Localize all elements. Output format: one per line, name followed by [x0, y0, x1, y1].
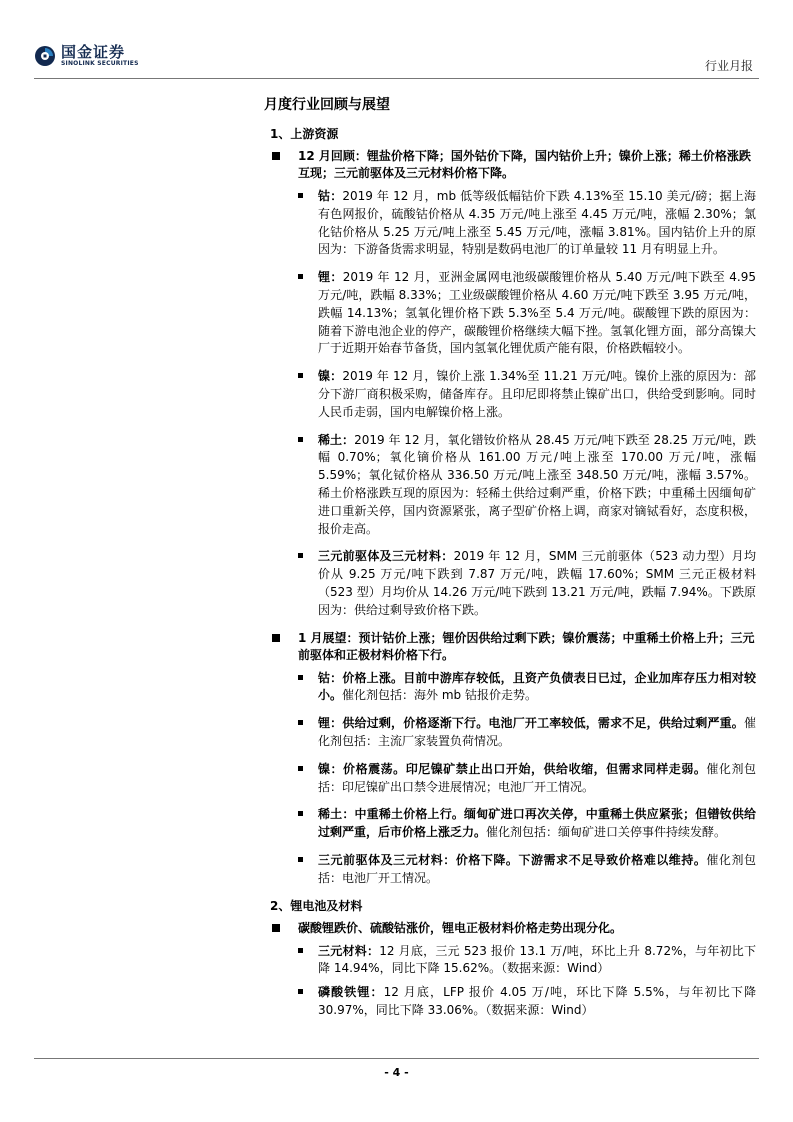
small-square-bullet-icon [298, 811, 303, 816]
sinolink-logo-icon [34, 45, 56, 67]
header-divider [34, 78, 759, 79]
footer-divider [34, 1058, 759, 1059]
section-title: 月度行业回顾与展望 [264, 97, 390, 113]
small-square-bullet-icon [298, 857, 303, 862]
review-rare-earth: 稀土：2019 年 12 月，氧化镨钕价格从 28.45 万元/吨下跌至 28.25 万元/吨，跌幅 0.70%；氧化镝价格从 161.00 万元/吨上涨至 170.00 万元/吨，涨幅 5.59%；氧化铽价格从 336.50 万元/吨上涨至 348.50 万元/吨，涨幅 3.57%。稀土价格涨跌互现的原因为：轻稀土供给过剩严重，价格下跌；中重稀土因缅甸矿进口重新关停，国内资源紧张，离子型矿价格上调，商家对镝铽看好，态度积极，报价走高。 [264, 432, 756, 539]
square-bullet-icon [272, 152, 280, 160]
report-body [264, 96, 756, 1030]
small-square-bullet-icon [298, 720, 303, 725]
subsection-upstream-title: 1、上游资源 [270, 127, 339, 141]
logo-english: SINOLINK SECURITIES [61, 60, 139, 67]
review-ternary: 三元前驱体及三元材料：2019 年 12 月，SMM 三元前驱体（523 动力型）月均价从 9.25 万元/吨下跌到 7.87 万元/吨，跌幅 17.60%；SMM 三元正极材料（523 型）月均价从 14.26 万元/吨下跌到 13.21 万元/吨，跌幅 7.94%。下跌原因为：供给过剩导致价格下跌。 [264, 548, 756, 619]
battery-materials-heading: 碳酸锂跌价、硫酸钴涨价，锂电正极材料价格走势出现分化。 [264, 920, 756, 937]
small-square-bullet-icon [298, 193, 303, 198]
small-square-bullet-icon [298, 766, 303, 771]
review-nickel: 镍：2019 年 12 月，镍价上涨 1.34%至 11.21 万元/吨。镍价上涨的原因为：部分下游厂商积极采购，储备库存。且印尼即将禁止镍矿出口，供给受到影响。同时人民币走弱，国内电解镍价格上涨。 [264, 368, 756, 421]
review-lithium: 锂：2019 年 12 月，亚洲金属网电池级碳酸锂价格从 5.40 万元/吨下跌至 4.95 万元/吨，跌幅 8.33%；工业级碳酸锂价格从 4.60 万元/吨下跌至 3.95 万元/吨，跌幅 14.13%；氢氧化锂价格下跌 5.3%至 5.4 万元/吨。碳酸锂下跌的原因为：随着下游电池企业的停产，碳酸锂价格继续大幅下挫。氢氧化锂方面，部分高镍大厂于近期开始春节备货，国内氢氧化锂优质产能有限，价格跌幅较小。 [264, 269, 756, 358]
small-square-bullet-icon [298, 675, 303, 680]
outlook-nickel: 镍：价格震荡。印尼镍矿禁止出口开始，供给收缩，但需求同样走弱。催化剂包括：印尼镍矿出口禁令进展情况；电池厂开工情况。 [264, 761, 756, 797]
small-square-bullet-icon [298, 373, 303, 378]
outlook-ternary: 三元前驱体及三元材料：价格下降。下游需求不足导致价格难以维持。催化剂包括：电池厂开工情况。 [264, 852, 756, 888]
january-outlook-heading: 1 月展望：预计钴价上涨；锂价因供给过剩下跌；镍价震荡；中重稀土价格上升；三元前驱体和正极材料价格下行。 [264, 630, 756, 664]
small-square-bullet-icon [298, 948, 303, 953]
square-bullet-icon [272, 634, 280, 642]
page-number: - 4 - [384, 1066, 409, 1079]
battery-lfp: 磷酸铁锂：12 月底，LFP 报价 4.05 万/吨，环比下降 5.5%，与年初比下降 30.97%，同比下降 33.06%。（数据来源：Wind） [264, 984, 756, 1020]
outlook-lithium: 锂：供给过剩，价格逐渐下行。电池厂开工率较低，需求不足，供给过剩严重。催化剂包括：主流厂家装置负荷情况。 [264, 715, 756, 751]
outlook-rare-earth: 稀土：中重稀土价格上行。缅甸矿进口再次关停，中重稀土供应紧张；但镨钕供给过剩严重，后市价格上涨乏力。催化剂包括：缅甸矿进口关停事件持续发酵。 [264, 806, 756, 842]
company-logo [34, 44, 139, 68]
document-type: 行业月报 [704, 59, 753, 73]
small-square-bullet-icon [298, 274, 303, 279]
review-cobalt: 钴：2019 年 12 月，mb 低等级低幅钴价下跌 4.13%至 15.10 美元/磅；据上海有色网报价，硫酸钴价格从 4.35 万元/吨上涨至 4.45 万元/吨，涨幅 2.30%；氯化钴价格从 5.25 万元/吨上涨至 5.45 万元/吨，涨幅 3.81%。国内钴价上升的原因为：下游备货需求明显，特别是数码电池厂的订单量较 11 月有明显上升。 [264, 188, 756, 259]
square-bullet-icon [272, 924, 280, 932]
december-review-heading: 12 月回顾：锂盐价格下降；国外钴价下降，国内钴价上升；镍价上涨；稀土价格涨跌互现；三元前驱体及三元材料价格下降。 [264, 148, 756, 182]
small-square-bullet-icon [298, 989, 303, 994]
battery-ternary: 三元材料：12 月底，三元 523 报价 13.1 万/吨，环比上升 8.72%，与年初比下降 14.94%，同比下降 15.62%。（数据来源：Wind） [264, 943, 756, 979]
subsection-battery-title: 2、锂电池及材料 [270, 898, 363, 913]
logo-chinese: 国金证券 [61, 43, 126, 61]
small-square-bullet-icon [298, 553, 303, 558]
small-square-bullet-icon [298, 437, 303, 442]
outlook-cobalt: 钴：价格上涨。目前中游库存较低，且资产负债表日已过，企业加库存压力相对较小。催化剂包括：海外 mb 钴报价走势。 [264, 670, 756, 706]
